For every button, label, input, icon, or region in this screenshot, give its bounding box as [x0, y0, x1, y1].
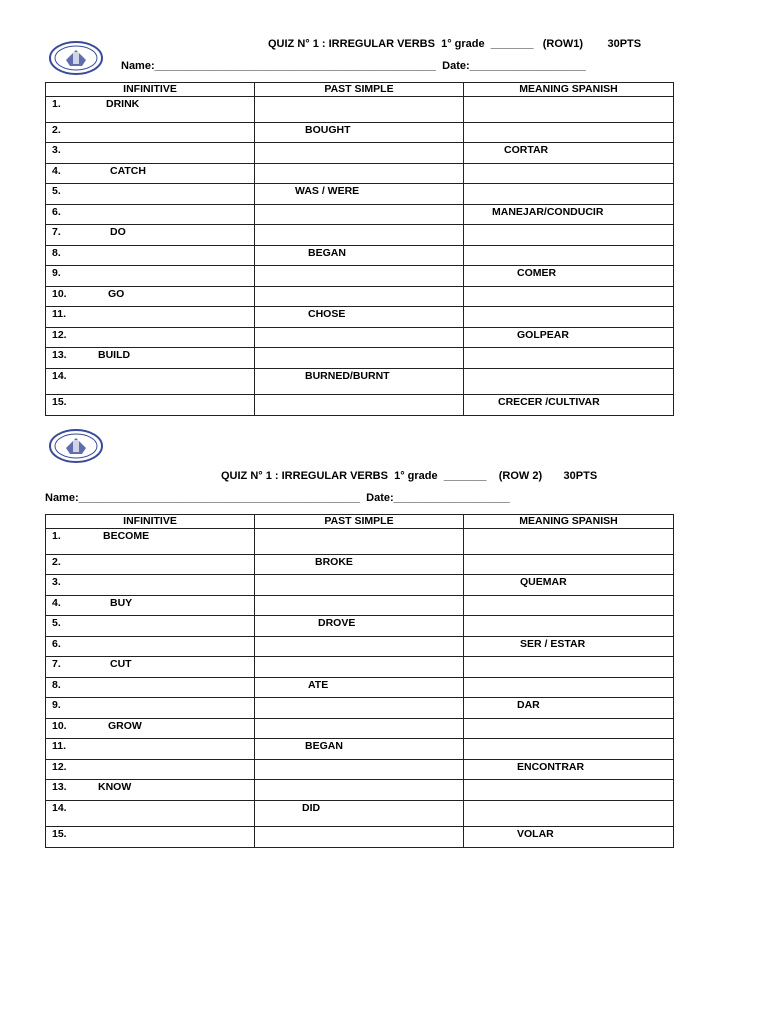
- meaning-spanish-header: MEANING SPANISH: [464, 83, 674, 97]
- table-row: [46, 657, 674, 678]
- name-date-line: Name:______________________________________________ Date:___________________: [45, 492, 510, 504]
- row-number: 10.: [52, 720, 67, 732]
- meaning-spanish-cell[interactable]: [464, 698, 674, 719]
- table-row: [46, 266, 674, 287]
- meaning-spanish-cell[interactable]: [464, 395, 674, 416]
- table-row: [46, 369, 674, 395]
- meaning-spanish-cell[interactable]: [464, 596, 674, 616]
- table-row: [46, 739, 674, 760]
- meaning-spanish-value: VOLAR: [517, 828, 554, 840]
- row-number: 4.: [52, 165, 61, 177]
- meaning-spanish-cell[interactable]: [464, 529, 674, 555]
- infinitive-cell[interactable]: [46, 97, 255, 123]
- past-simple-cell[interactable]: [255, 369, 464, 395]
- row-number: 6.: [52, 638, 61, 650]
- meaning-spanish-cell[interactable]: [464, 739, 674, 760]
- table-row: [46, 596, 674, 616]
- meaning-spanish-cell[interactable]: [464, 205, 674, 225]
- past-simple-cell[interactable]: [255, 307, 464, 328]
- infinitive-cell[interactable]: [46, 123, 255, 143]
- infinitive-cell[interactable]: [46, 827, 255, 848]
- meaning-spanish-value: CORTAR: [504, 144, 549, 156]
- table-header-row: [46, 83, 674, 97]
- past-simple-cell[interactable]: [255, 760, 464, 780]
- past-simple-cell[interactable]: [255, 266, 464, 287]
- infinitive-value: BECOME: [103, 530, 150, 542]
- quiz-table-row2: [45, 514, 674, 848]
- meaning-spanish-cell[interactable]: [464, 637, 674, 657]
- past-simple-cell[interactable]: [255, 123, 464, 143]
- row-number: 8.: [52, 679, 61, 691]
- infinitive-cell[interactable]: [46, 164, 255, 184]
- row-number: 7.: [52, 658, 61, 670]
- past-simple-value: DROVE: [318, 617, 356, 629]
- infinitive-value: GROW: [108, 720, 142, 732]
- past-simple-cell[interactable]: [255, 657, 464, 678]
- table-row: [46, 616, 674, 637]
- past-simple-cell[interactable]: [255, 184, 464, 205]
- row-number: 14.: [52, 802, 67, 814]
- row-number: 12.: [52, 761, 67, 773]
- meaning-spanish-cell[interactable]: [464, 780, 674, 801]
- infinitive-value: DRINK: [106, 98, 140, 110]
- table-row: [46, 529, 674, 555]
- table-row: [46, 307, 674, 328]
- meaning-spanish-cell[interactable]: [464, 719, 674, 739]
- infinitive-cell[interactable]: [46, 596, 255, 616]
- table-row: [46, 637, 674, 657]
- infinitive-cell[interactable]: [46, 801, 255, 827]
- infinitive-cell[interactable]: [46, 575, 255, 596]
- meaning-spanish-cell[interactable]: [464, 575, 674, 596]
- past-simple-cell[interactable]: [255, 698, 464, 719]
- infinitive-value: KNOW: [98, 781, 132, 793]
- row-number: 7.: [52, 226, 61, 238]
- meaning-spanish-value: MANEJAR/CONDUCIR: [492, 206, 604, 218]
- meaning-spanish-header: MEANING SPANISH: [464, 515, 674, 529]
- past-simple-cell[interactable]: [255, 287, 464, 307]
- past-simple-cell[interactable]: [255, 246, 464, 266]
- row-number: 5.: [52, 617, 61, 629]
- infinitive-cell[interactable]: [46, 657, 255, 678]
- past-simple-cell[interactable]: [255, 164, 464, 184]
- school-crest-logo: [48, 40, 104, 76]
- table-row: [46, 678, 674, 698]
- past-simple-cell[interactable]: [255, 637, 464, 657]
- infinitive-cell[interactable]: [46, 637, 255, 657]
- infinitive-cell[interactable]: [46, 205, 255, 225]
- meaning-spanish-value: GOLPEAR: [517, 329, 569, 341]
- table-row: [46, 184, 674, 205]
- meaning-spanish-cell[interactable]: [464, 307, 674, 328]
- past-simple-value: BEGAN: [305, 740, 343, 752]
- infinitive-value: DO: [110, 226, 126, 238]
- table-row: [46, 97, 674, 123]
- past-simple-cell[interactable]: [255, 529, 464, 555]
- meaning-spanish-value: QUEMAR: [520, 576, 567, 588]
- infinitive-cell[interactable]: [46, 395, 255, 416]
- infinitive-cell[interactable]: [46, 678, 255, 698]
- meaning-spanish-cell[interactable]: [464, 328, 674, 348]
- table-row: [46, 760, 674, 780]
- meaning-spanish-cell[interactable]: [464, 555, 674, 575]
- table-row: [46, 225, 674, 246]
- past-simple-value: BURNED/BURNT: [305, 370, 390, 382]
- row-number: 15.: [52, 828, 67, 840]
- school-crest-logo: [48, 428, 104, 464]
- table-row: [46, 205, 674, 225]
- row-number: 5.: [52, 185, 61, 197]
- past-simple-cell[interactable]: [255, 827, 464, 848]
- past-simple-cell[interactable]: [255, 780, 464, 801]
- past-simple-value: ATE: [308, 679, 329, 691]
- past-simple-cell[interactable]: [255, 225, 464, 246]
- row-number: 12.: [52, 329, 67, 341]
- past-simple-value: WAS / WERE: [295, 185, 360, 197]
- table-row: [46, 719, 674, 739]
- meaning-spanish-cell[interactable]: [464, 184, 674, 205]
- table-row: [46, 801, 674, 827]
- infinitive-cell[interactable]: [46, 369, 255, 395]
- infinitive-cell[interactable]: [46, 529, 255, 555]
- infinitive-cell[interactable]: [46, 246, 255, 266]
- infinitive-cell[interactable]: [46, 616, 255, 637]
- row-number: 11.: [52, 740, 67, 752]
- infinitive-cell[interactable]: [46, 184, 255, 205]
- row-number: 4.: [52, 597, 61, 609]
- past-simple-cell[interactable]: [255, 739, 464, 760]
- past-simple-value: BROKE: [315, 556, 353, 568]
- infinitive-cell[interactable]: [46, 698, 255, 719]
- infinitive-cell[interactable]: [46, 266, 255, 287]
- meaning-spanish-value: ENCONTRAR: [517, 761, 585, 773]
- row-number: 13.: [52, 349, 67, 361]
- table-row: [46, 395, 674, 416]
- row-number: 8.: [52, 247, 61, 259]
- meaning-spanish-cell[interactable]: [464, 678, 674, 698]
- infinitive-cell[interactable]: [46, 780, 255, 801]
- past-simple-cell[interactable]: [255, 801, 464, 827]
- past-simple-header: PAST SIMPLE: [255, 83, 464, 97]
- past-simple-cell[interactable]: [255, 678, 464, 698]
- meaning-spanish-cell[interactable]: [464, 143, 674, 164]
- past-simple-cell[interactable]: [255, 575, 464, 596]
- table-row: [46, 827, 674, 848]
- meaning-spanish-cell[interactable]: [464, 266, 674, 287]
- infinitive-value: CUT: [110, 658, 132, 670]
- meaning-spanish-cell[interactable]: [464, 760, 674, 780]
- past-simple-cell[interactable]: [255, 205, 464, 225]
- meaning-spanish-cell[interactable]: [464, 123, 674, 143]
- infinitive-cell[interactable]: [46, 287, 255, 307]
- infinitive-cell[interactable]: [46, 348, 255, 369]
- meaning-spanish-cell[interactable]: [464, 348, 674, 369]
- infinitive-cell[interactable]: [46, 143, 255, 164]
- past-simple-cell[interactable]: [255, 616, 464, 637]
- row-number: 9.: [52, 267, 61, 279]
- infinitive-cell[interactable]: [46, 739, 255, 760]
- meaning-spanish-cell[interactable]: [464, 369, 674, 395]
- meaning-spanish-value: DAR: [517, 699, 540, 711]
- past-simple-cell[interactable]: [255, 719, 464, 739]
- past-simple-cell[interactable]: [255, 596, 464, 616]
- row-number: 11.: [52, 308, 67, 320]
- meaning-spanish-value: CRECER /CULTIVAR: [498, 396, 600, 408]
- table-row: [46, 164, 674, 184]
- row-number: 2.: [52, 124, 61, 136]
- meaning-spanish-cell[interactable]: [464, 246, 674, 266]
- infinitive-value: BUILD: [98, 349, 131, 361]
- past-simple-value: DID: [302, 802, 321, 814]
- quiz-table-row1: [45, 82, 674, 416]
- meaning-spanish-cell[interactable]: [464, 97, 674, 123]
- infinitive-cell[interactable]: [46, 328, 255, 348]
- table-row: [46, 698, 674, 719]
- table-row: [46, 348, 674, 369]
- row-number: 3.: [52, 576, 61, 588]
- past-simple-cell[interactable]: [255, 328, 464, 348]
- table-row: [46, 328, 674, 348]
- quiz-title: QUIZ N° 1 : IRREGULAR VERBS 1° grade _______ (ROW1) 30PTS: [268, 38, 642, 50]
- infinitive-cell[interactable]: [46, 760, 255, 780]
- row-number: 10.: [52, 288, 67, 300]
- past-simple-value: BEGAN: [308, 247, 346, 259]
- meaning-spanish-cell[interactable]: [464, 801, 674, 827]
- infinitive-cell[interactable]: [46, 225, 255, 246]
- meaning-spanish-value: COMER: [517, 267, 557, 279]
- meaning-spanish-cell[interactable]: [464, 827, 674, 848]
- meaning-spanish-cell[interactable]: [464, 164, 674, 184]
- name-date-line: Name:______________________________________________ Date:___________________: [121, 60, 586, 72]
- meaning-spanish-cell[interactable]: [464, 225, 674, 246]
- table-row: [46, 780, 674, 801]
- row-number: 15.: [52, 396, 67, 408]
- row-number: 13.: [52, 781, 67, 793]
- infinitive-value: GO: [108, 288, 125, 300]
- table-row: [46, 246, 674, 266]
- past-simple-header: PAST SIMPLE: [255, 515, 464, 529]
- meaning-spanish-cell[interactable]: [464, 616, 674, 637]
- table-row: [46, 555, 674, 575]
- meaning-spanish-value: SER / ESTAR: [520, 638, 586, 650]
- infinitive-value: BUY: [110, 597, 133, 609]
- past-simple-cell[interactable]: [255, 395, 464, 416]
- row-number: 9.: [52, 699, 61, 711]
- row-number: 3.: [52, 144, 61, 156]
- meaning-spanish-cell[interactable]: [464, 657, 674, 678]
- row-number: 1.: [52, 98, 61, 110]
- infinitive-header: INFINITIVE: [46, 515, 255, 529]
- table-row: [46, 143, 674, 164]
- past-simple-value: BOUGHT: [305, 124, 351, 136]
- past-simple-cell[interactable]: [255, 555, 464, 575]
- past-simple-cell[interactable]: [255, 97, 464, 123]
- table-row: [46, 575, 674, 596]
- infinitive-value: CATCH: [110, 165, 146, 177]
- meaning-spanish-cell[interactable]: [464, 287, 674, 307]
- past-simple-cell[interactable]: [255, 348, 464, 369]
- table-row: [46, 123, 674, 143]
- row-number: 6.: [52, 206, 61, 218]
- row-number: 2.: [52, 556, 61, 568]
- quiz-title: QUIZ N° 1 : IRREGULAR VERBS 1° grade _______ (ROW 2) 30PTS: [221, 470, 598, 482]
- table-row: [46, 287, 674, 307]
- infinitive-header: INFINITIVE: [46, 83, 255, 97]
- infinitive-cell[interactable]: [46, 719, 255, 739]
- row-number: 1.: [52, 530, 61, 542]
- row-number: 14.: [52, 370, 67, 382]
- past-simple-cell[interactable]: [255, 143, 464, 164]
- infinitive-cell[interactable]: [46, 307, 255, 328]
- past-simple-value: CHOSE: [308, 308, 346, 320]
- table-header-row: [46, 515, 674, 529]
- infinitive-cell[interactable]: [46, 555, 255, 575]
